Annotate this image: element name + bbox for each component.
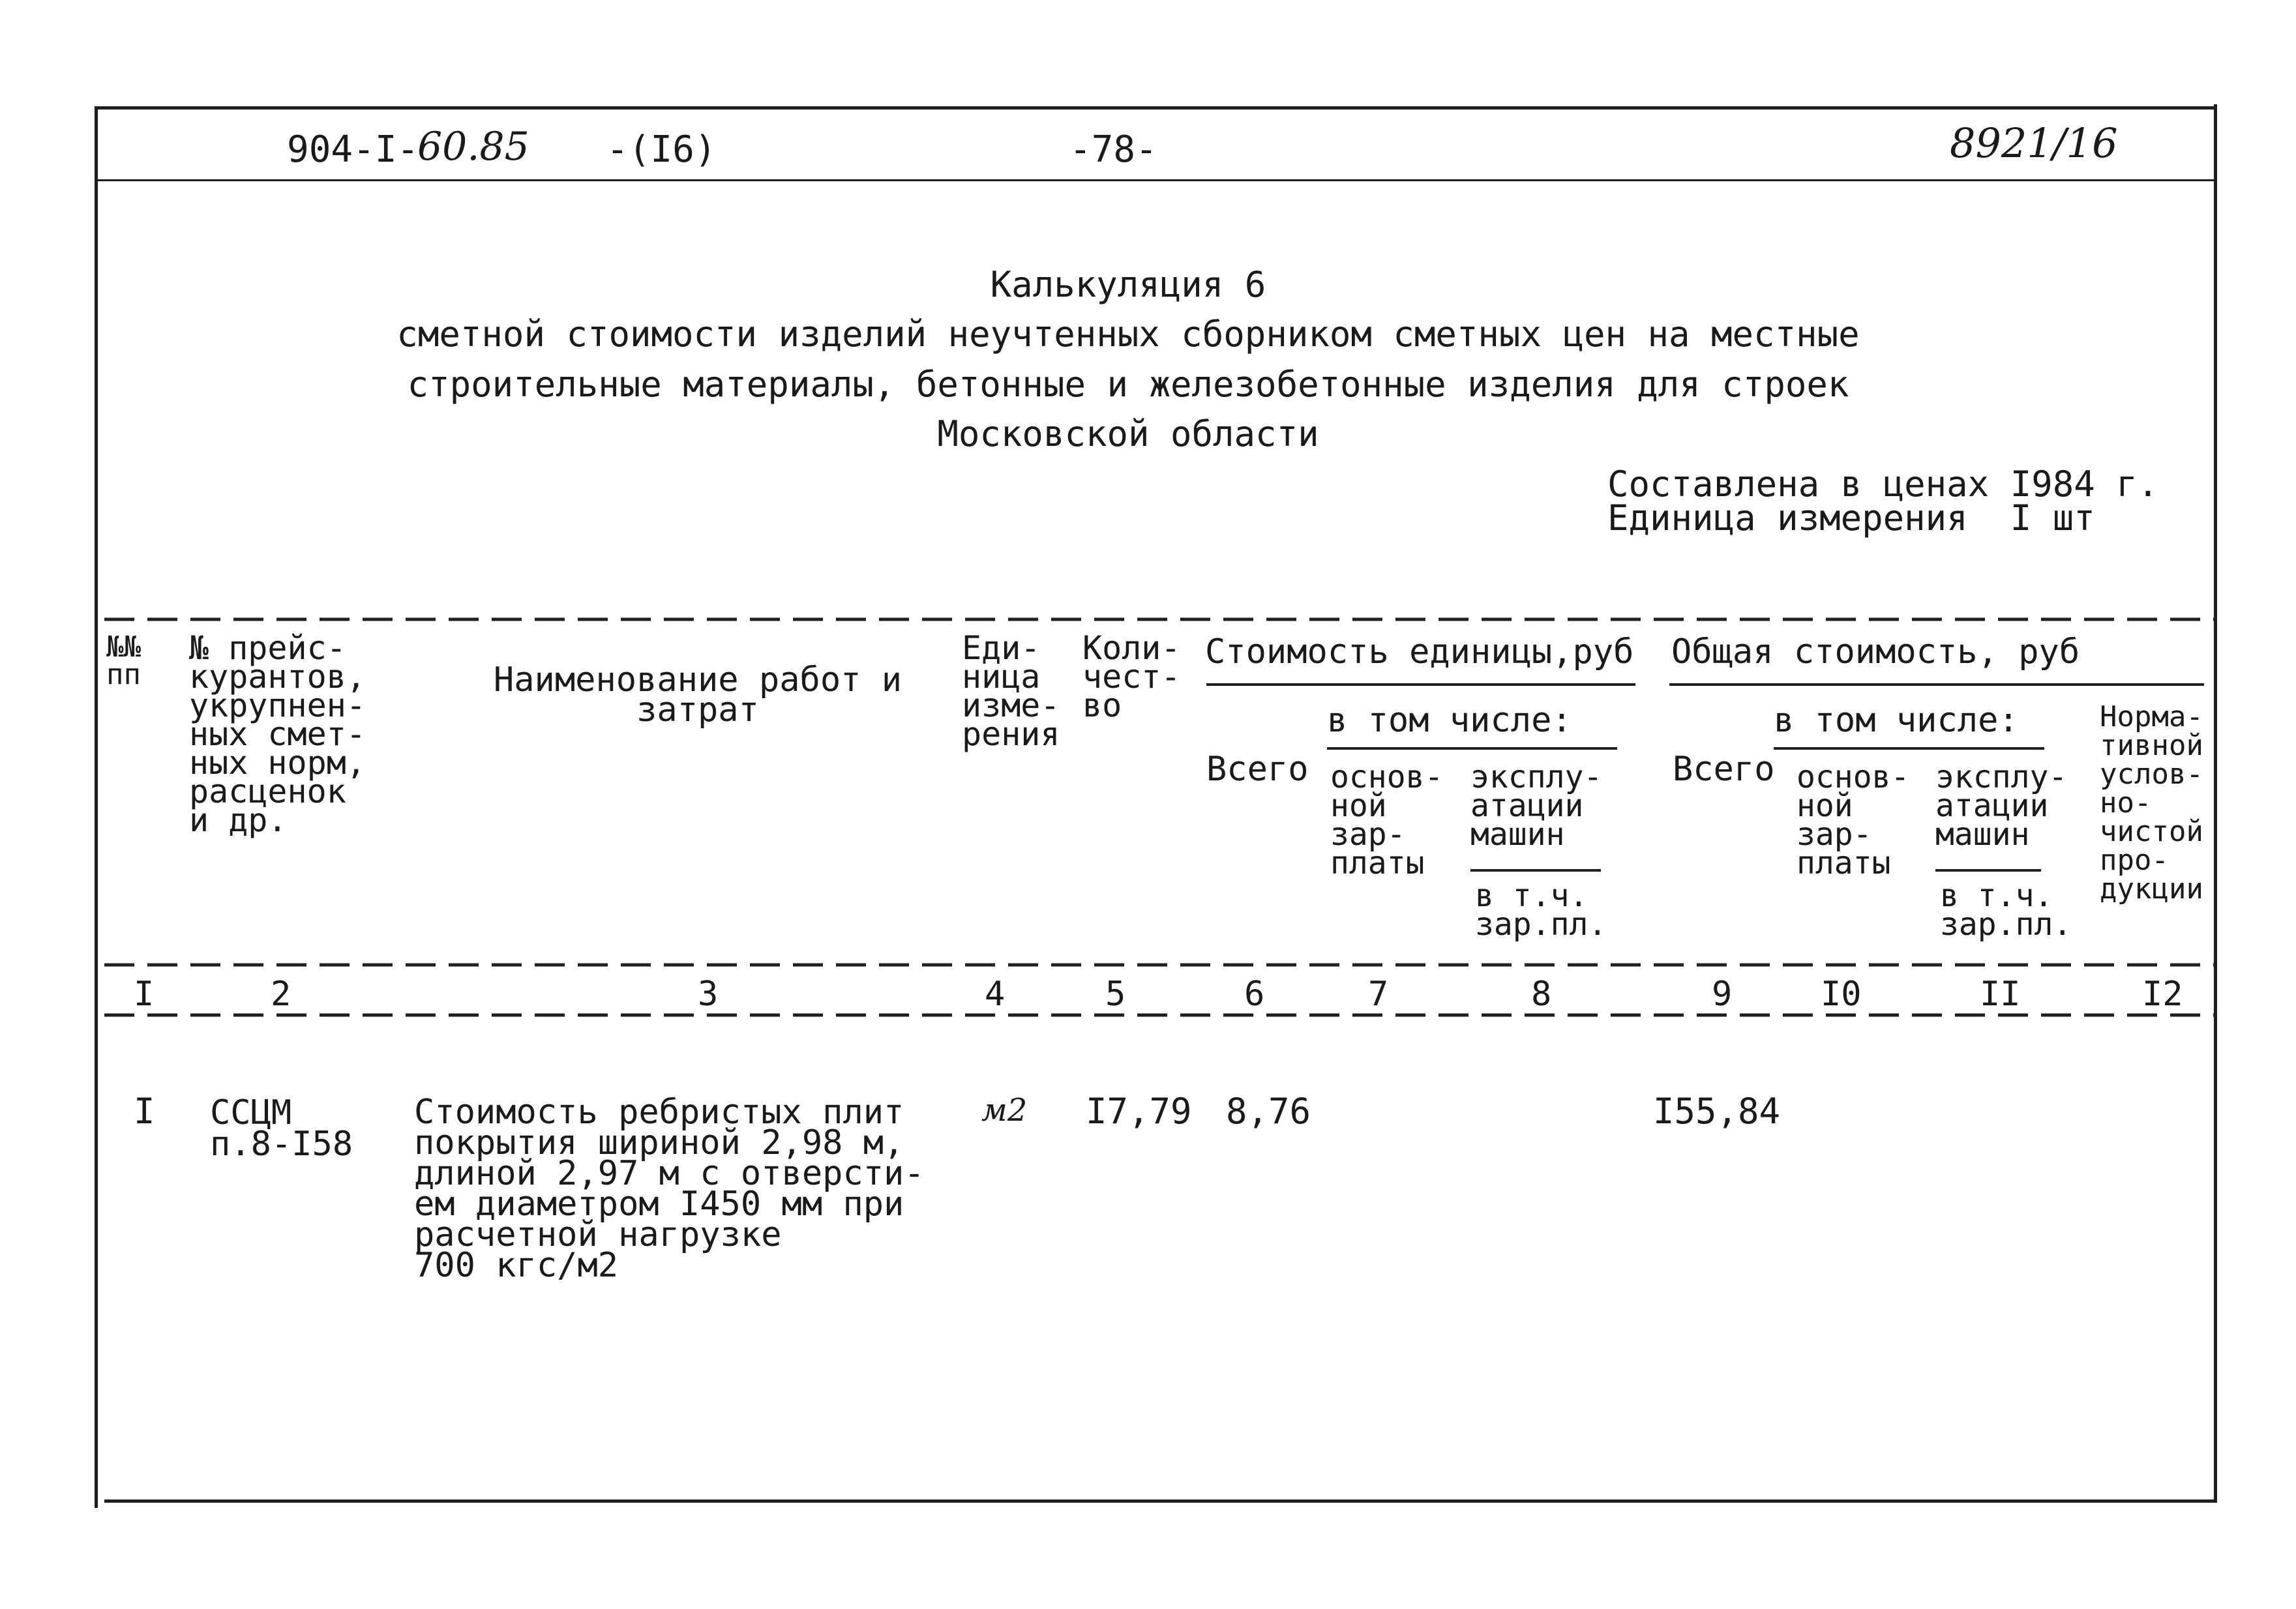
column-number-4: 4	[985, 975, 1006, 1014]
col-header-normative-product: Норма- тивной услов- но- чистой про- дукции	[2100, 700, 2203, 906]
title-line-4: Московской области	[937, 413, 1319, 454]
col-header-total-cost-group: Общая стоимость, руб	[1671, 632, 2080, 672]
column-number-5: 5	[1105, 975, 1126, 1014]
column-number-1: I	[134, 975, 155, 1014]
col-header-total-machines: эксплу- атации машин	[1935, 759, 2068, 853]
row-unit: м2	[981, 1092, 1028, 1129]
col-header-unit-total: Всего	[1206, 750, 1309, 789]
column-number-10: I0	[1821, 975, 1862, 1014]
row-work-name: Стоимость ребристых плит покрытия шириной 2,98 м, длиной 2,97 м с отверсти- ем диаметром I450 мм при расчетной нагрузке 700 кгс/м2	[414, 1093, 925, 1285]
col-header-unit-cost-group: Стоимость единицы,руб	[1205, 632, 1634, 672]
col-header-price-reference: № прейс- курантов, укрупнен- ных смет- ных норм, расценок и др.	[189, 629, 366, 839]
title-line-1: Калькуляция 6	[990, 264, 1266, 305]
row-unit-total: 8,76	[1226, 1091, 1311, 1132]
column-number-11: II	[1980, 975, 2021, 1014]
col-header-quantity: Коли- чест- во	[1082, 629, 1181, 724]
inventory-number: 8921/16	[1950, 119, 2118, 167]
document-code-handwritten: 60.85	[417, 124, 529, 170]
document-code-suffix: -(I6)	[606, 128, 717, 171]
measurement-unit-line: Единица измерения I шт	[1607, 497, 2095, 539]
col-header-unit: Еди- ница изме- рения	[962, 629, 1060, 753]
document-code-prefix: 904-I-	[287, 128, 419, 171]
row-price-reference: ССЦМ п.8-I58	[210, 1093, 353, 1164]
column-number-2: 2	[271, 975, 291, 1014]
column-number-6: 6	[1244, 975, 1265, 1014]
col-header-unit-wages: основ- ной зар- платы	[1330, 759, 1444, 881]
page-number: -78-	[1069, 128, 1157, 171]
col-header-item-number: №№ пп	[106, 630, 141, 691]
column-number-3: 3	[698, 975, 719, 1014]
col-header-total-incl: в том числе:	[1774, 701, 2019, 740]
col-header-total-wages: основ- ной зар- платы	[1797, 759, 1910, 881]
title-line-3: строительные материалы, бетонные и железобетонные изделия для строек	[407, 364, 1849, 405]
col-header-grand-total: Всего	[1673, 750, 1775, 789]
column-number-8: 8	[1531, 975, 1552, 1014]
row-number: I	[134, 1091, 155, 1132]
col-header-unit-machines: эксплу- атации машин	[1470, 759, 1603, 853]
column-number-9: 9	[1712, 975, 1733, 1014]
col-header-unit-incl: в том числе:	[1327, 701, 1572, 740]
row-grand-total: I55,84	[1653, 1091, 1781, 1132]
title-line-2: сметной стоимости изделий неучтенных сборником сметных цен на местные	[396, 314, 1860, 355]
column-number-7: 7	[1368, 975, 1389, 1014]
prices-year-line: Составлена в ценах I984 г.	[1607, 464, 2159, 505]
row-quantity: I7,79	[1086, 1091, 1192, 1132]
col-header-total-machine-wages: в т.ч. зар.пл.	[1940, 878, 2072, 943]
col-header-work-name: Наименование работ и затрат	[493, 660, 902, 730]
col-header-unit-machine-wages: в т.ч. зар.пл.	[1475, 878, 1607, 943]
column-number-12: I2	[2142, 975, 2183, 1014]
